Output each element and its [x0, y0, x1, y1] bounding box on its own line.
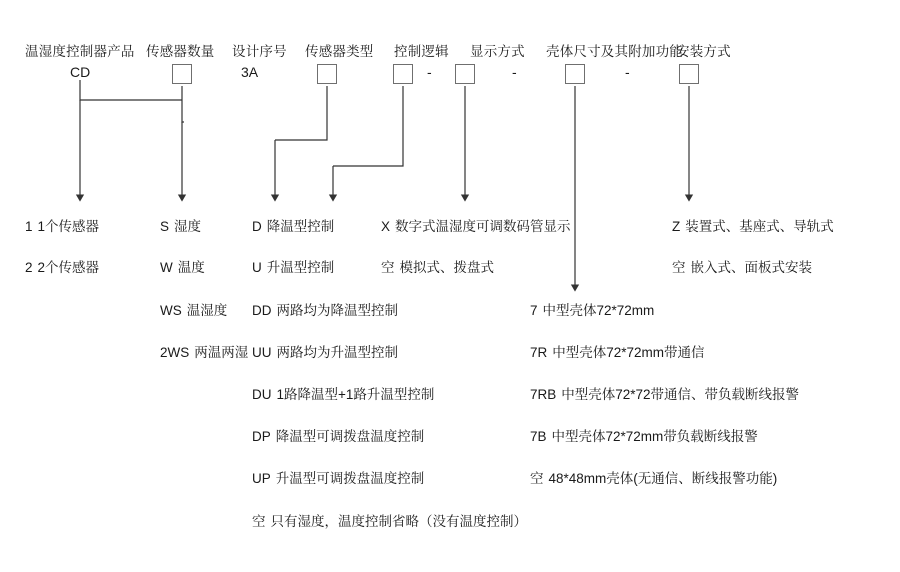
- header-product: 温湿度控制器产品: [25, 44, 135, 59]
- legend-text: 中型壳体72*72mm带通信: [552, 345, 705, 360]
- legend-key: 7RB: [530, 387, 557, 402]
- code-dash-1: -: [427, 64, 432, 80]
- legend-item-mount-z: [672, 215, 834, 235]
- legend-text: 降温型可调拨盘温度控制: [275, 429, 425, 444]
- legend-text: 只有湿度，温度控制省略（没有温度控制）: [270, 514, 527, 529]
- legend-item-case-7: [530, 299, 654, 319]
- code-slot-design-serial: 3A: [241, 64, 259, 80]
- code-dash-2: -: [512, 64, 517, 80]
- code-box-mount-mode[interactable]: [679, 64, 699, 84]
- legend-key: 7B: [530, 429, 547, 444]
- legend-item-case-7rb: [530, 383, 799, 403]
- legend-text: 1个传感器: [37, 219, 100, 234]
- legend-key: 空: [530, 471, 544, 486]
- legend-text: 中型壳体72*72mm带负载断线报警: [551, 429, 758, 444]
- legend-item-sensor-type-s: [160, 215, 201, 235]
- legend-item-display-none: [381, 256, 494, 276]
- legend-item-control-du: [252, 383, 434, 403]
- legend-text: 嵌入式、面板式安装: [690, 260, 812, 275]
- legend-key: 7R: [530, 345, 548, 360]
- legend-item-display-x: [381, 215, 571, 235]
- legend-item-sensor-count-2: [25, 256, 99, 276]
- legend-item-mount-none: [672, 256, 812, 276]
- legend-item-control-d: [252, 215, 334, 235]
- legend-text: 升温型可调拨盘温度控制: [275, 471, 425, 486]
- code-slot-product: CD: [70, 64, 91, 80]
- legend-item-control-uu: [252, 341, 398, 361]
- legend-text: 降温型控制: [266, 219, 335, 234]
- legend-text: 模拟式、拨盘式: [399, 260, 494, 275]
- connector-sensor-type: [182, 86, 184, 198]
- header-sensor-type: 传感器类型: [305, 44, 374, 59]
- legend-key: DP: [252, 429, 271, 444]
- legend-item-sensor-count-1: [25, 215, 99, 235]
- legend-text: 中型壳体72*72带通信、带负载断线报警: [561, 387, 800, 402]
- legend-text: 温度: [177, 260, 205, 275]
- legend-key: U: [252, 260, 262, 275]
- header-design-serial: 设计序号: [232, 44, 287, 59]
- legend-item-sensor-type-2ws: [160, 341, 248, 361]
- header-control-logic: 控制逻辑: [394, 44, 449, 59]
- legend-key: DU: [252, 387, 272, 402]
- legend-key: UU: [252, 345, 272, 360]
- legend-key: S: [160, 219, 170, 234]
- code-box-sensor-type[interactable]: [317, 64, 337, 84]
- legend-key: 1: [25, 219, 33, 234]
- legend-key: 2WS: [160, 345, 190, 360]
- connector-sensor-count: [80, 80, 182, 198]
- legend-text: 升温型控制: [266, 260, 335, 275]
- code-box-display-mode[interactable]: [455, 64, 475, 84]
- legend-text: 两温两湿: [194, 345, 249, 360]
- legend-item-case-7r: [530, 341, 705, 361]
- legend-key: W: [160, 260, 173, 275]
- legend-text: 两路均为降温型控制: [276, 303, 398, 318]
- legend-item-control-up: [252, 467, 424, 487]
- legend-text: 48*48mm壳体(无通信、断线报警功能): [548, 471, 778, 486]
- connector-control-logic: [275, 86, 327, 198]
- legend-text: 装置式、基座式、导轨式: [685, 219, 834, 234]
- legend-text: 2个传感器: [37, 260, 100, 275]
- code-box-control-logic[interactable]: [393, 64, 413, 84]
- header-sensor-count: 传感器数量: [146, 44, 215, 59]
- code-dash-3: -: [625, 64, 630, 80]
- legend-item-sensor-type-w: [160, 256, 205, 276]
- legend-item-sensor-type-ws: [160, 299, 227, 319]
- legend-item-control-dd: [252, 299, 398, 319]
- legend-text: 数字式温湿度可调数码管显示: [395, 219, 571, 234]
- legend-item-control-none: [252, 510, 527, 530]
- legend-item-control-dp: [252, 425, 424, 445]
- legend-key: D: [252, 219, 262, 234]
- legend-key: 空: [381, 260, 395, 275]
- connector-display-mode: [333, 86, 403, 198]
- legend-key: 7: [530, 303, 538, 318]
- legend-key: 2: [25, 260, 33, 275]
- legend-key: UP: [252, 471, 271, 486]
- legend-key: 空: [672, 260, 686, 275]
- legend-item-case-7b: [530, 425, 758, 445]
- header-display-mode: 显示方式: [470, 44, 525, 59]
- legend-text: 中型壳体72*72mm: [542, 303, 655, 318]
- legend-key: Z: [672, 219, 681, 234]
- legend-text: 湿度: [174, 219, 202, 234]
- header-mount-mode: 安装方式: [676, 44, 731, 59]
- legend-text: 1路降温型+1路升温型控制: [276, 387, 435, 402]
- legend-key: 空: [252, 514, 266, 529]
- header-case-size: 壳体尺寸及其附加功能: [546, 44, 683, 59]
- legend-text: 两路均为升温型控制: [276, 345, 398, 360]
- legend-text: 温湿度: [186, 303, 228, 318]
- legend-key: DD: [252, 303, 272, 318]
- legend-key: X: [381, 219, 391, 234]
- code-box-case-size[interactable]: [565, 64, 585, 84]
- code-box-sensor-count[interactable]: [172, 64, 192, 84]
- legend-item-case-none: [530, 467, 777, 487]
- legend-item-control-u: [252, 256, 334, 276]
- legend-key: WS: [160, 303, 182, 318]
